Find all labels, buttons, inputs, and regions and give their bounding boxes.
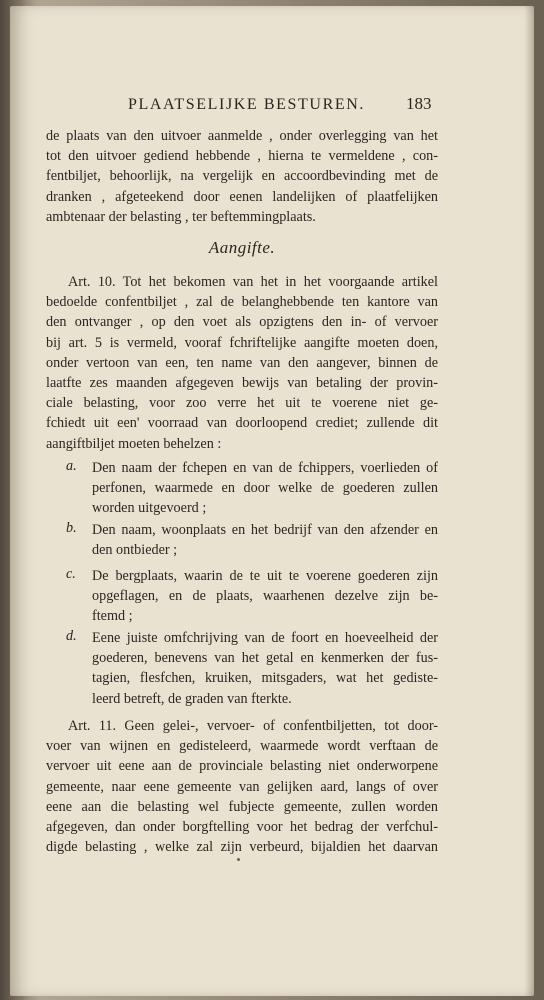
item-marker: a. [66,458,77,474]
text-line: worden uitgevoerd ; [92,500,207,517]
text-line: tagien, flesfchen, kruiken, mitsgaders, wat het gediste- [92,670,438,687]
list-item-b [46,520,438,560]
text-line: De bergplaats, waarin de te uit te voerene goederen zijn [92,568,438,584]
text-line: Den naam, woonplaats en het bedrijf van den afzender en [92,522,438,538]
article-10 [46,272,438,454]
text-line: aangiftbiljet moeten behelzen : [46,435,222,452]
text-line: fentbiljet, behoorlijk, na vergelijk en accoordbevinding met de [46,168,438,185]
text-line: den ontvanger , op den voet als opzigtens den in- of vervoer [46,314,438,331]
text-line: goederen, benevens van het getal en kenmerken der fus- [92,650,438,667]
text-line: Den naam der fchepen en van de fchippers, voerlieden of [92,460,438,476]
text-line: gemeente, naar eene gemeente van gelijken aard, langs of over [46,778,438,795]
text-line: ambtenaar der belasting , ter beftemmingplaats. [46,208,316,225]
ink-speck [236,857,240,861]
text-line: voer van wijnen en gedisteleerd, waarmede wordt verftaan de [46,738,438,755]
text-line: Eene juiste omfchrijving van de foort en hoeveelheid der [92,630,438,646]
text-line: digde belasting , welke zal zijn verbeurd, bijaldien het daarvan [46,839,438,856]
page-number: 183 [406,94,432,113]
text-line: laatfte zes maanden afgegeven bewijs van betaling der provin- [46,374,438,391]
text-line: bedoelde confentbiljet , zal de belanghebbende ten kantore van [46,294,438,311]
text-line: dranken , afgeteekend door eenen landelijken of plaatfelijken [46,188,438,205]
book-page [10,6,534,996]
text-line: Art. 11. Geen gelei-, vervoer- of confentbiljetten, tot door- [68,718,438,734]
text-line: den ontbieder ; [92,542,178,559]
section-heading: Aangifte. [208,238,276,257]
text-line: ciale belasting, voor zoo verre het uit te voerene niet ge- [46,395,438,412]
text-line: onder vertoon van een, ten name van den aangever, binnen de [46,354,438,371]
text-line: opgeflagen, en de plaats, waarhenen dezelve zijn be- [92,588,438,605]
text-line: leerd betreft, de graden van fterkte. [92,690,292,707]
text-line: ftemd ; [92,608,133,625]
text-line: tot den uitvoer gediend hebbende , hierna te vermeldene , con- [46,148,438,165]
item-marker: c. [66,566,76,582]
item-marker: b. [66,520,77,536]
text-line: perfonen, waarmede en door welke de goederen zullen [92,480,438,497]
item-marker: d. [66,628,77,644]
text-line: eene aan die belasting wel fubjecte gemeente, zullen worden [46,798,438,815]
text-line: afgegeven, dan onder borgftelling voor het bedrag der verfchul- [46,818,438,835]
article-11 [46,716,438,857]
text-line: vervoer uit eene aan de provinciale belasting niet onderworpene [46,758,438,775]
text-line: bij art. 5 is vermeld, vooraf fchriftelijke aangifte moeten doen, [46,334,438,351]
list-item-c [46,566,438,627]
paragraph-continuation [46,126,438,227]
list-item-d [46,628,438,709]
text-line: Art. 10. Tot het bekomen van het in het voorgaande artikel [68,274,438,290]
text-line: de plaats van den uitvoer aanmelde , onder overlegging van het [46,128,438,144]
text-line: fchiedt uit een' voorraad van doorloopend crediet; zullende dit [46,415,438,432]
list-item-a [46,458,438,519]
running-header: PLAATSELIJKE BESTUREN. [128,96,365,113]
